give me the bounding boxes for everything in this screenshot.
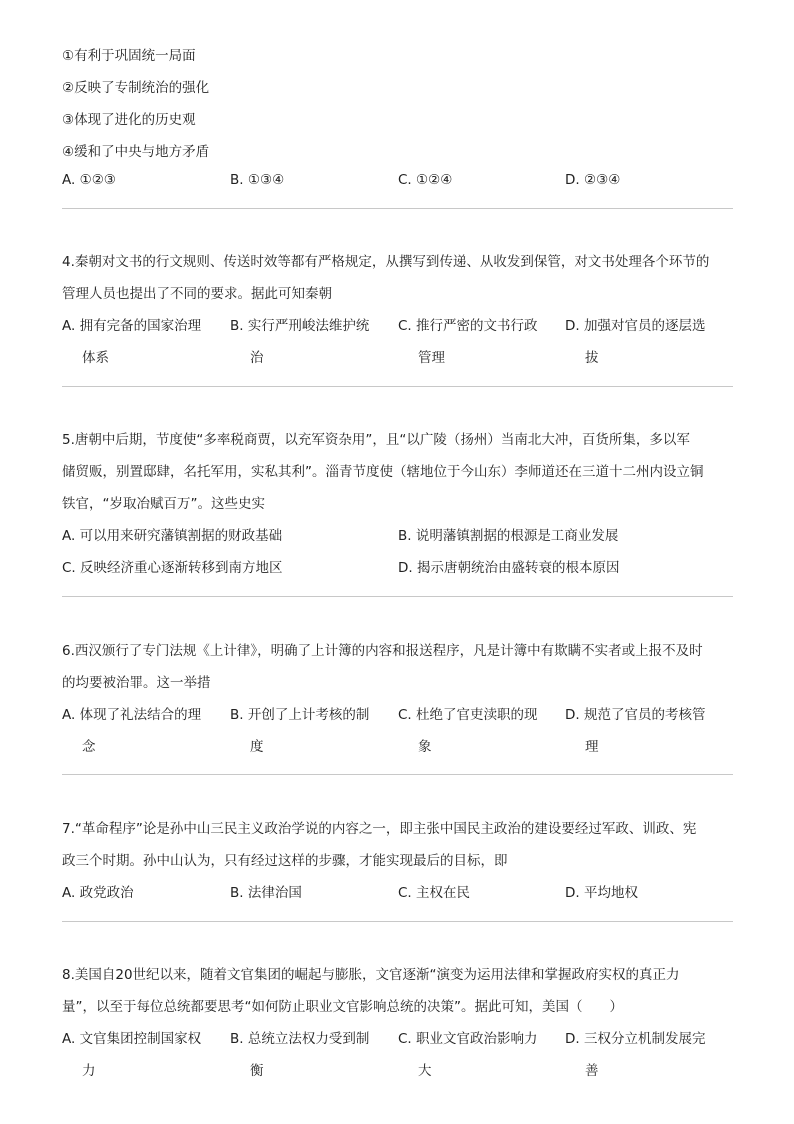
statement-4: ④缓和了中央与地方矛盾 bbox=[62, 144, 210, 160]
option-text-cont: 体系 bbox=[82, 350, 109, 366]
question-stem-line: 政三个时期。孙中山认为，只有经过这样的步骤，才能实现最后的目标，即 bbox=[62, 853, 508, 869]
question-stem-line: 4.秦朝对文书的行文规则、传送时效等都有严格规定，从撰写到传递、从收发到保管，对文书处理各个环节的 bbox=[62, 254, 710, 270]
option-key: B. bbox=[230, 707, 244, 723]
option-b[interactable] bbox=[230, 172, 284, 188]
option-b[interactable] bbox=[398, 524, 618, 544]
option-d[interactable] bbox=[565, 314, 706, 366]
option-c[interactable] bbox=[398, 314, 538, 366]
divider bbox=[62, 921, 733, 922]
option-key: C. bbox=[398, 885, 412, 901]
option-a[interactable] bbox=[62, 172, 116, 188]
option-key: A. bbox=[62, 885, 76, 901]
option-text: 加强对官员的逐层选 bbox=[583, 318, 706, 334]
option-text: 开创了上计考核的制 bbox=[247, 707, 370, 723]
option-key: B. bbox=[230, 318, 244, 334]
statement-1: ①有利于巩固统一局面 bbox=[62, 48, 196, 64]
question-stem-line: 管理人员也提出了不同的要求。据此可知秦朝 bbox=[62, 286, 332, 302]
divider bbox=[62, 386, 733, 387]
option-text: 职业文官政治影响力 bbox=[416, 1031, 538, 1047]
option-d[interactable] bbox=[565, 703, 706, 755]
option-c[interactable] bbox=[398, 172, 452, 188]
option-text: 规范了官员的考核管 bbox=[583, 707, 706, 723]
option-text-cont: 理 bbox=[585, 739, 599, 755]
option-text: ②③④ bbox=[583, 172, 621, 188]
option-text-cont: 善 bbox=[585, 1063, 599, 1079]
option-text: 实行严刑峻法维护统 bbox=[247, 318, 370, 334]
option-text: ①②③ bbox=[79, 172, 116, 188]
option-text: 文官集团控制国家权 bbox=[79, 1031, 202, 1047]
option-b[interactable] bbox=[230, 881, 302, 901]
option-c[interactable] bbox=[398, 1027, 538, 1079]
option-text: 杜绝了官吏渎职的现 bbox=[416, 707, 538, 723]
question-stem-line: 量”，以至于每位总统都要思考“如何防止职业文官影响总统的决策”。据此可知，美国（ ） bbox=[62, 999, 623, 1015]
option-text: 法律治国 bbox=[247, 885, 302, 901]
option-d[interactable] bbox=[565, 172, 620, 188]
option-text: 拥有完备的国家治理 bbox=[79, 318, 202, 334]
option-b[interactable] bbox=[230, 1027, 370, 1079]
option-a[interactable] bbox=[62, 881, 134, 901]
option-text: 政党政治 bbox=[79, 885, 134, 901]
option-text-cont: 衡 bbox=[250, 1063, 264, 1079]
option-key: C. bbox=[398, 318, 412, 334]
option-key: B. bbox=[230, 172, 244, 188]
question-stem-line: 6.西汉颁行了专门法规《上计律》，明确了上计簿的内容和报送程序，凡是计簿中有欺瞒不实者或上报不及时 bbox=[62, 643, 703, 659]
option-key: D. bbox=[565, 1031, 580, 1047]
option-text: 体现了礼法结合的理 bbox=[79, 707, 202, 723]
option-d[interactable] bbox=[565, 881, 638, 901]
statement-3: ③体现了进化的历史观 bbox=[62, 112, 196, 128]
option-key: A. bbox=[62, 1031, 76, 1047]
option-a[interactable] bbox=[62, 1027, 202, 1079]
option-key: C. bbox=[62, 560, 76, 576]
option-key: C. bbox=[398, 707, 412, 723]
option-key: B. bbox=[398, 528, 412, 544]
option-key: D. bbox=[398, 560, 413, 576]
question-stem-line: 5.唐朝中后期，节度使“多率税商贾，以充军资杂用”，且“以广陵（扬州）当南北大冲，百货所集，多以军 bbox=[62, 432, 690, 448]
question-stem-line: 储贸贩，别置邸肆，名托军用，实私其利”。淄青节度使（辖地位于今山东）李师道还在三道十二州内设立铜 bbox=[62, 464, 704, 480]
option-key: A. bbox=[62, 528, 76, 544]
option-key: C. bbox=[398, 1031, 412, 1047]
option-text: 平均地权 bbox=[583, 885, 638, 901]
option-key: A. bbox=[62, 318, 76, 334]
option-b[interactable] bbox=[230, 703, 370, 755]
option-c[interactable] bbox=[398, 881, 470, 901]
question-stem-line: 铁官，“岁取冶赋百万”。这些史实 bbox=[62, 496, 265, 512]
option-d[interactable] bbox=[565, 1027, 706, 1079]
option-text: 总统立法权力受到制 bbox=[247, 1031, 370, 1047]
option-text-cont: 度 bbox=[250, 739, 264, 755]
option-text-cont: 大 bbox=[418, 1063, 432, 1079]
option-c[interactable] bbox=[62, 556, 283, 576]
option-key: B. bbox=[230, 885, 244, 901]
option-key: D. bbox=[565, 885, 580, 901]
option-text: 可以用来研究藩镇割据的财政基础 bbox=[79, 528, 283, 544]
option-text: 反映经济重心逐渐转移到南方地区 bbox=[80, 560, 283, 576]
option-text: 揭示唐朝统治由盛转衰的根本原因 bbox=[416, 560, 620, 576]
option-key: C. bbox=[398, 172, 412, 188]
divider bbox=[62, 774, 733, 775]
option-a[interactable] bbox=[62, 314, 202, 366]
question-stem-line: 8.美国自20世纪以来，随着文官集团的崛起与膨胀，文官逐渐“演变为运用法律和掌握政府实权的真正力 bbox=[62, 967, 680, 983]
divider bbox=[62, 208, 733, 209]
option-text: 推行严密的文书行政 bbox=[416, 318, 538, 334]
option-text: ①②④ bbox=[416, 172, 453, 188]
question-stem-line: 7.“革命程序”论是孙中山三民主义政治学说的内容之一，即主张中国民主政治的建设要经过军政、训政、宪 bbox=[62, 821, 697, 837]
option-text-cont: 拔 bbox=[585, 350, 599, 366]
option-text: 说明藩镇割据的根源是工商业发展 bbox=[415, 528, 619, 544]
option-text-cont: 念 bbox=[82, 739, 96, 755]
option-text: 三权分立机制发展完 bbox=[583, 1031, 706, 1047]
option-d[interactable] bbox=[398, 556, 619, 576]
statement-2: ②反映了专制统治的强化 bbox=[62, 80, 210, 96]
option-key: B. bbox=[230, 1031, 244, 1047]
option-c[interactable] bbox=[398, 703, 538, 755]
option-a[interactable] bbox=[62, 524, 282, 544]
option-key: D. bbox=[565, 318, 580, 334]
option-text: ①③④ bbox=[247, 172, 285, 188]
option-text-cont: 力 bbox=[82, 1063, 96, 1079]
option-key: D. bbox=[565, 172, 580, 188]
question-stem-line: 的均要被治罪。这一举措 bbox=[62, 675, 211, 691]
option-key: A. bbox=[62, 707, 76, 723]
divider bbox=[62, 596, 733, 597]
option-text-cont: 管理 bbox=[418, 350, 445, 366]
option-a[interactable] bbox=[62, 703, 202, 755]
option-b[interactable] bbox=[230, 314, 370, 366]
option-text-cont: 象 bbox=[418, 739, 432, 755]
option-text-cont: 治 bbox=[250, 350, 264, 366]
option-text: 主权在民 bbox=[416, 885, 471, 901]
option-key: A. bbox=[62, 172, 76, 188]
option-key: D. bbox=[565, 707, 580, 723]
